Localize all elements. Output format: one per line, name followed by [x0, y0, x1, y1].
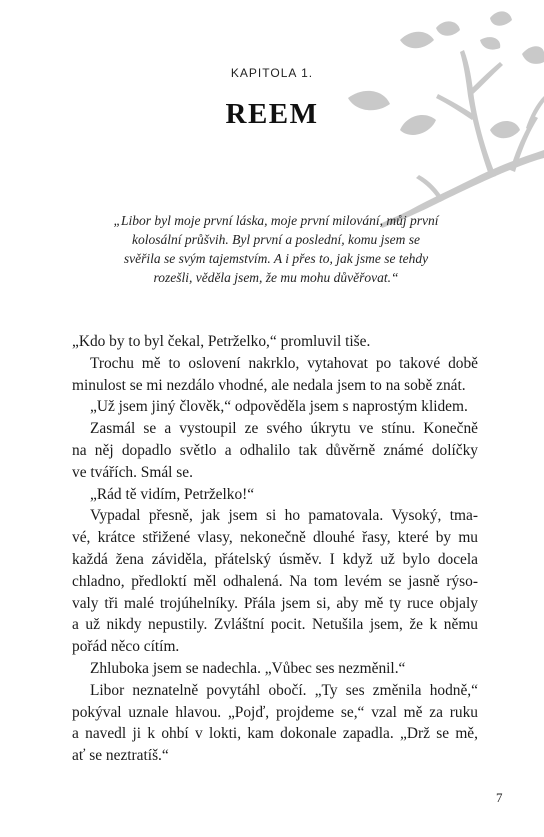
body-text: [72, 331, 478, 767]
text-line: „Kdo by to byl čekal, Petrželko,“ promluvil tiše.: [72, 333, 371, 350]
page-number: 7: [496, 790, 503, 805]
text-line: na něj dopadlo světlo a odhalilo tak důvěrně známé dolíčky: [72, 441, 478, 459]
text-line: chladno, předloktí měl odhalená. Na tom levém se jasně rýso-: [72, 572, 478, 590]
paragraph: [72, 331, 478, 353]
text-line: „Už jsem jiný člověk,“ odpověděla jsem s naprostým klidem.: [90, 398, 468, 416]
epigraph-line: svěřila se svým tajemstvím. A i přes to, jak jsme se tehdy: [123, 251, 429, 266]
text-line: Libor neznatelně povytáhl obočí. „Ty ses změnila hodně,“: [90, 681, 478, 699]
chapter-title: REEM: [225, 98, 319, 130]
text-line: pořád něco cítím.: [72, 638, 180, 656]
text-line: „Rád tě vidím, Petrželko!“: [90, 485, 255, 503]
text-line: a navedl ji k ohbí v lokti, kam dokonale zapadla. „Drž se mě,: [72, 725, 478, 743]
text-line: minulost se mi nezdálo vhodné, ale nedala jsem to na sobě znát.: [72, 376, 466, 394]
text-line: a už nikdy nepustily. Zvláštní pocit. Netušila jsem, že k němu: [72, 616, 478, 634]
text-line: Zasmál se a vystoupil ze svého úkrytu ve stínu. Konečně: [90, 420, 478, 438]
paragraph: [72, 484, 478, 506]
text-line: každá žena záviděla, přátelský úsměv. I když už bylo docela: [72, 550, 478, 568]
text-line: valy tři malé trojúhelníky. Přála jsem si, aby mě ty ruce objaly: [72, 594, 478, 612]
text-line: vé, krátce střižené vlasy, nekonečně dlouhé řasy, které by mu: [72, 529, 478, 547]
epigraph-line: „Libor byl moje první láska, moje první milování, můj první: [113, 213, 439, 228]
paragraph: [72, 680, 478, 767]
text-line: Vypadal přesně, jak jsem si ho pamatovala. Vysoký, tma-: [90, 507, 478, 525]
paragraph: [72, 505, 478, 658]
paragraph: [72, 353, 478, 397]
text-line: Trochu mě to oslovení nakrklo, vytahovat po takové době: [90, 354, 478, 372]
text-line: ať se neztratíš.“: [72, 747, 169, 765]
text-line: pokýval uznale hlavou. „Pojď, projdeme se,“ vzal mě za ruku: [72, 703, 478, 721]
paragraph: [72, 396, 478, 418]
epigraph: [98, 211, 454, 287]
chapter-label: KAPITOLA 1.: [230, 66, 314, 80]
text-line: Zhluboka jsem se nadechla. „Vůbec ses nezměnil.“: [90, 659, 406, 677]
paragraph: [72, 658, 478, 680]
epigraph-line: kolosální průšvih. Byl první a poslední, komu jsem se: [132, 232, 420, 247]
text-line: ve tvářích. Smál se.: [72, 463, 193, 481]
paragraph: [72, 418, 478, 483]
epigraph-line: rozešli, věděla jsem, že mu mohu důvěřovat.“: [153, 270, 399, 285]
